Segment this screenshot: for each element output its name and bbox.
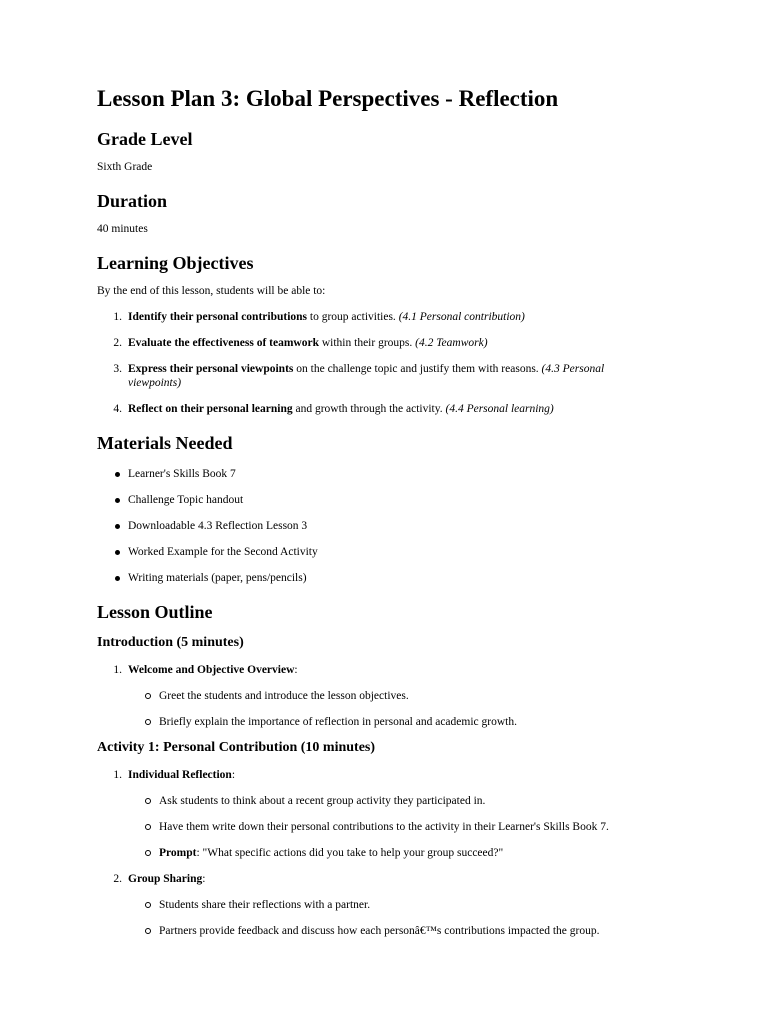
list-item: Prompt: "What specific actions did you take to help your group succeed?" [97,846,657,860]
circle-bullet-icon [145,798,151,804]
list-item: Ask students to think about a recent group activity they participated in. [97,794,657,808]
list-item: 2. Group Sharing: [113,873,206,885]
list-item: Greet the students and introduce the lesson objectives. [97,689,657,703]
list-item: Writing materials (paper, pens/pencils) [97,571,657,585]
lesson-outline-heading: Lesson Outline [97,602,213,622]
list-item: Downloadable 4.3 Reflection Lesson 3 [97,519,657,533]
list-item: 1. Identify their personal contributions to group activities. (4.1 Personal contribution) [113,311,525,323]
bullet-icon [115,498,120,503]
materials-heading: Materials Needed [97,433,233,453]
circle-bullet-icon [145,928,151,934]
bullet-icon [115,524,120,529]
bullet-icon [115,472,120,477]
list-item: 4. Reflect on their personal learning and growth through the activity. (4.4 Personal learning) [113,403,554,415]
duration-value: 40 minutes [97,223,148,235]
activity-1-list [97,768,657,938]
activity-1-heading: Activity 1: Personal Contribution (10 minutes) [97,740,376,755]
list-item: Challenge Topic handout [97,493,657,507]
duration-heading: Duration [97,191,168,211]
document [97,84,657,938]
page-title: Lesson Plan 3: Global Perspectives - Reflection [97,86,559,111]
list-item: 3. Express their personal viewpoints on the challenge topic and justify them with reasons. (4.3 Personal viewpoints) [113,363,605,389]
circle-bullet-icon [145,693,151,699]
list-item: 2. Evaluate the effectiveness of teamwork within their groups. (4.2 Teamwork) [113,337,488,349]
circle-bullet-icon [145,719,151,725]
objectives-intro: By the end of this lesson, students will be able to: [97,285,326,297]
grade-level-value: Sixth Grade [97,161,153,173]
list-item: Students share their reflections with a partner. [97,898,657,912]
list-item: Briefly explain the importance of reflection in personal and academic growth. [97,715,657,729]
list-item: Have them write down their personal contributions to the activity in their Learner's Skills Book 7. [97,820,657,834]
list-item: Worked Example for the Second Activity [97,545,657,559]
introduction-list [97,663,657,729]
list-item: 1. Welcome and Objective Overview: [113,664,298,676]
learning-objectives-heading: Learning Objectives [97,253,254,273]
list-item: Partners provide feedback and discuss how each personâ€™s contributions impacted the group. [97,924,657,938]
list-item: Learner's Skills Book 7 [97,467,657,481]
circle-bullet-icon [145,824,151,830]
introduction-heading: Introduction (5 minutes) [97,635,244,650]
materials-list [97,467,657,585]
grade-level-heading: Grade Level [97,129,193,149]
circle-bullet-icon [145,850,151,856]
list-item: 1. Individual Reflection: [113,769,236,781]
circle-bullet-icon [145,902,151,908]
objectives-list [97,310,657,416]
bullet-icon [115,550,120,555]
bullet-icon [115,576,120,581]
